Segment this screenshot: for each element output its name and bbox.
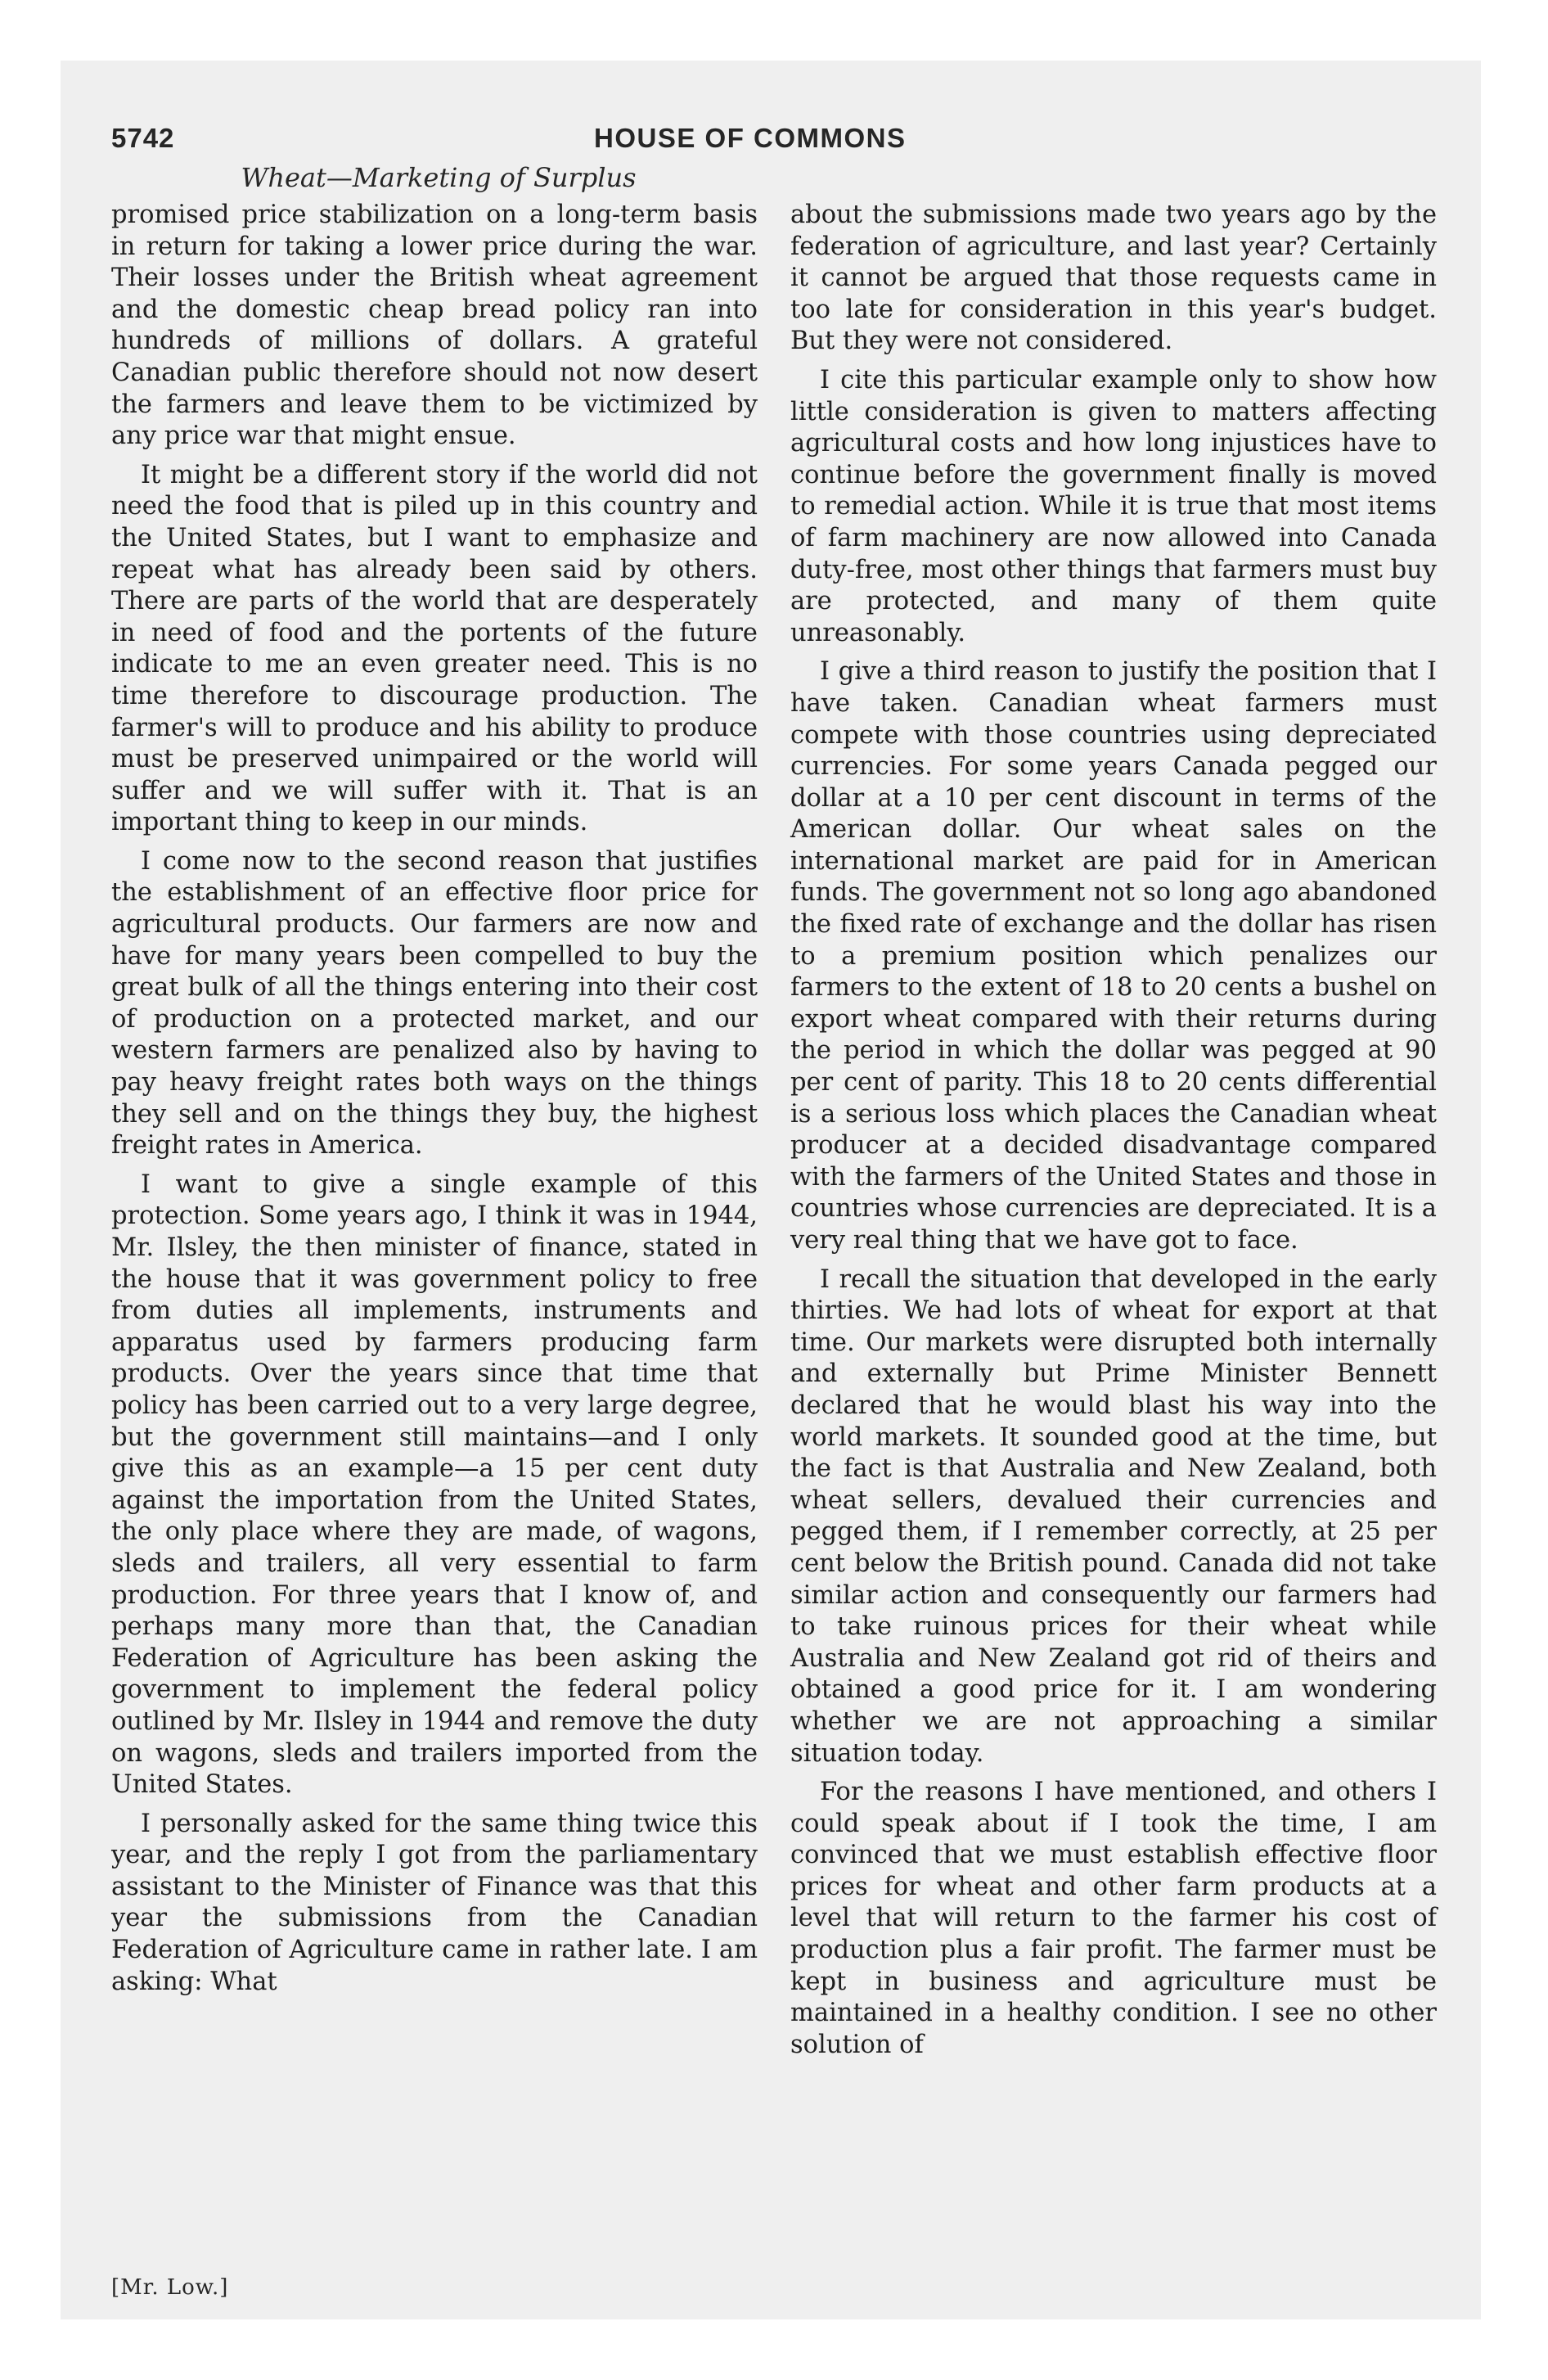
paragraph: I give a third reason to justify the position that I have taken. Canadian wheat farmers must compete with those countries using depreciated currencies. For some years Canada pegged our dollar at a 10 per cent discount in terms of the American dollar. Our wheat sales on the international market are paid for in American funds. The government not so long ago abandoned the fixed rate of exchange and the dollar has risen to a premium position which penalizes our farmers to the extent of 18 to 20 cents a bushel on export wheat compared with their returns during the period in which the dollar was pegged at 90 per cent of parity. This 18 to 20 cents differential is a serious loss which places the Canadian wheat producer at a decided disadvantage compared with the farmers of the United States and those in countries whose currencies are depreciated. It is a very real thing that we have got to face.: [790, 657, 1437, 1255]
paragraph: promised price stabilization on a long-term basis in return for taking a lower price during the war. Their losses under the British wheat agreement and the domestic cheap bread policy ran into hundreds of millions of dollars. A grateful Canadian public therefore should not now desert the farmers and leave them to be victimized by any price war that might ensue.: [111, 201, 758, 451]
paragraph: For the reasons I have mentioned, and others I could speak about if I took the time, I am convinced that we must establish effective floor prices for wheat and other farm products at a level that will return to the farmer his cost of production plus a fair profit. The farmer must be kept in business and agriculture must be maintained in a healthy condition. I see no other solution of: [790, 1778, 1437, 2059]
paragraph: It might be a different story if the world did not need the food that is piled up in this country and the United States, but I want to emphasize and repeat what has already been said by others. There are parts of the world that are desperately in need of food and the portents of the future indicate to me an even greater need. This is no time therefore to discourage production. The farmer's will to produce and his ability to produce must be preserved unimpaired or the world will suffer and we will suffer with it. That is an important thing to keep in our minds.: [111, 460, 758, 837]
section-title: Wheat—Marketing of Surplus: [241, 162, 637, 193]
paragraph: I want to give a single example of this protection. Some years ago, I think it was in 1944, Mr. Ilsley, the then minister of finance, stated in the house that it was government policy to free from duties all implements, instruments and apparatus used by farmers producing farm products. Over the years since that time that policy has been carried out to a very large degree, but the government still maintains—and I only give this as an example—a 15 per cent duty against the importation from the United States, the only place where they are made, of wagons, sleds and trailers, all very essential to farm production. For three years that I know of, and perhaps many more than that, the Canadian Federation of Agriculture has been asking the government to implement the federal policy outlined by Mr. Ilsley in 1944 and remove the duty on wagons, sleds and trailers imported from the United States.: [111, 1170, 758, 1800]
right-column: [790, 200, 1437, 2068]
paragraph: I recall the situation that developed in the early thirties. We had lots of wheat for export at that time. Our markets were disrupted both internally and externally but Prime Minister Bennett declared that he would blast his way into the world markets. It sounded good at the time, but the fact is that Australia and New Zealand, both wheat sellers, devalued their currencies and pegged them, if I remember correctly, at 25 per cent below the British pound. Canada did not take similar action and consequently our farmers had to take ruinous prices for their wheat while Australia and New Zealand got rid of theirs and obtained a good price for it. I am wondering whether we are not approaching a similar situation today.: [790, 1264, 1437, 1768]
paragraph: I personally asked for the same thing twice this year, and the reply I got from the parliamentary assistant to the Minister of Finance was that this year the submissions from the Canadian Federation of Agriculture came in rather late. I am asking: What: [111, 1809, 758, 1996]
page-number: 5742: [111, 123, 175, 153]
left-column: [111, 200, 758, 2005]
paragraph: I come now to the second reason that justifies the establishment of an effective floor price for agricultural products. Our farmers are now and have for many years been compelled to buy the great bulk of all the things entering into their cost of production on a protected market, and our western farmers are penalized also by having to pay heavy freight rates both ways on the things they sell and on the things they buy, the highest freight rates in America.: [111, 846, 758, 1161]
journal-title: HOUSE OF COMMONS: [594, 123, 907, 153]
page-header: [111, 123, 1453, 164]
paragraph: I cite this particular example only to show how little consideration is given to matters affecting agricultural costs and how long injustices have to continue before the government finally is moved to remedial action. While it is true that most items of farm machinery are now allowed into Canada duty-free, most other things that farmers must buy are protected, and many of them quite unreasonably.: [790, 365, 1437, 647]
speaker-attribution: [Mr. Low.]: [111, 2275, 229, 2300]
paragraph: about the submissions made two years ago by the federation of agriculture, and last year? Certainly it cannot be argued that those requests came in too late for consideration in this year's budget. But they were not considered.: [790, 201, 1437, 356]
